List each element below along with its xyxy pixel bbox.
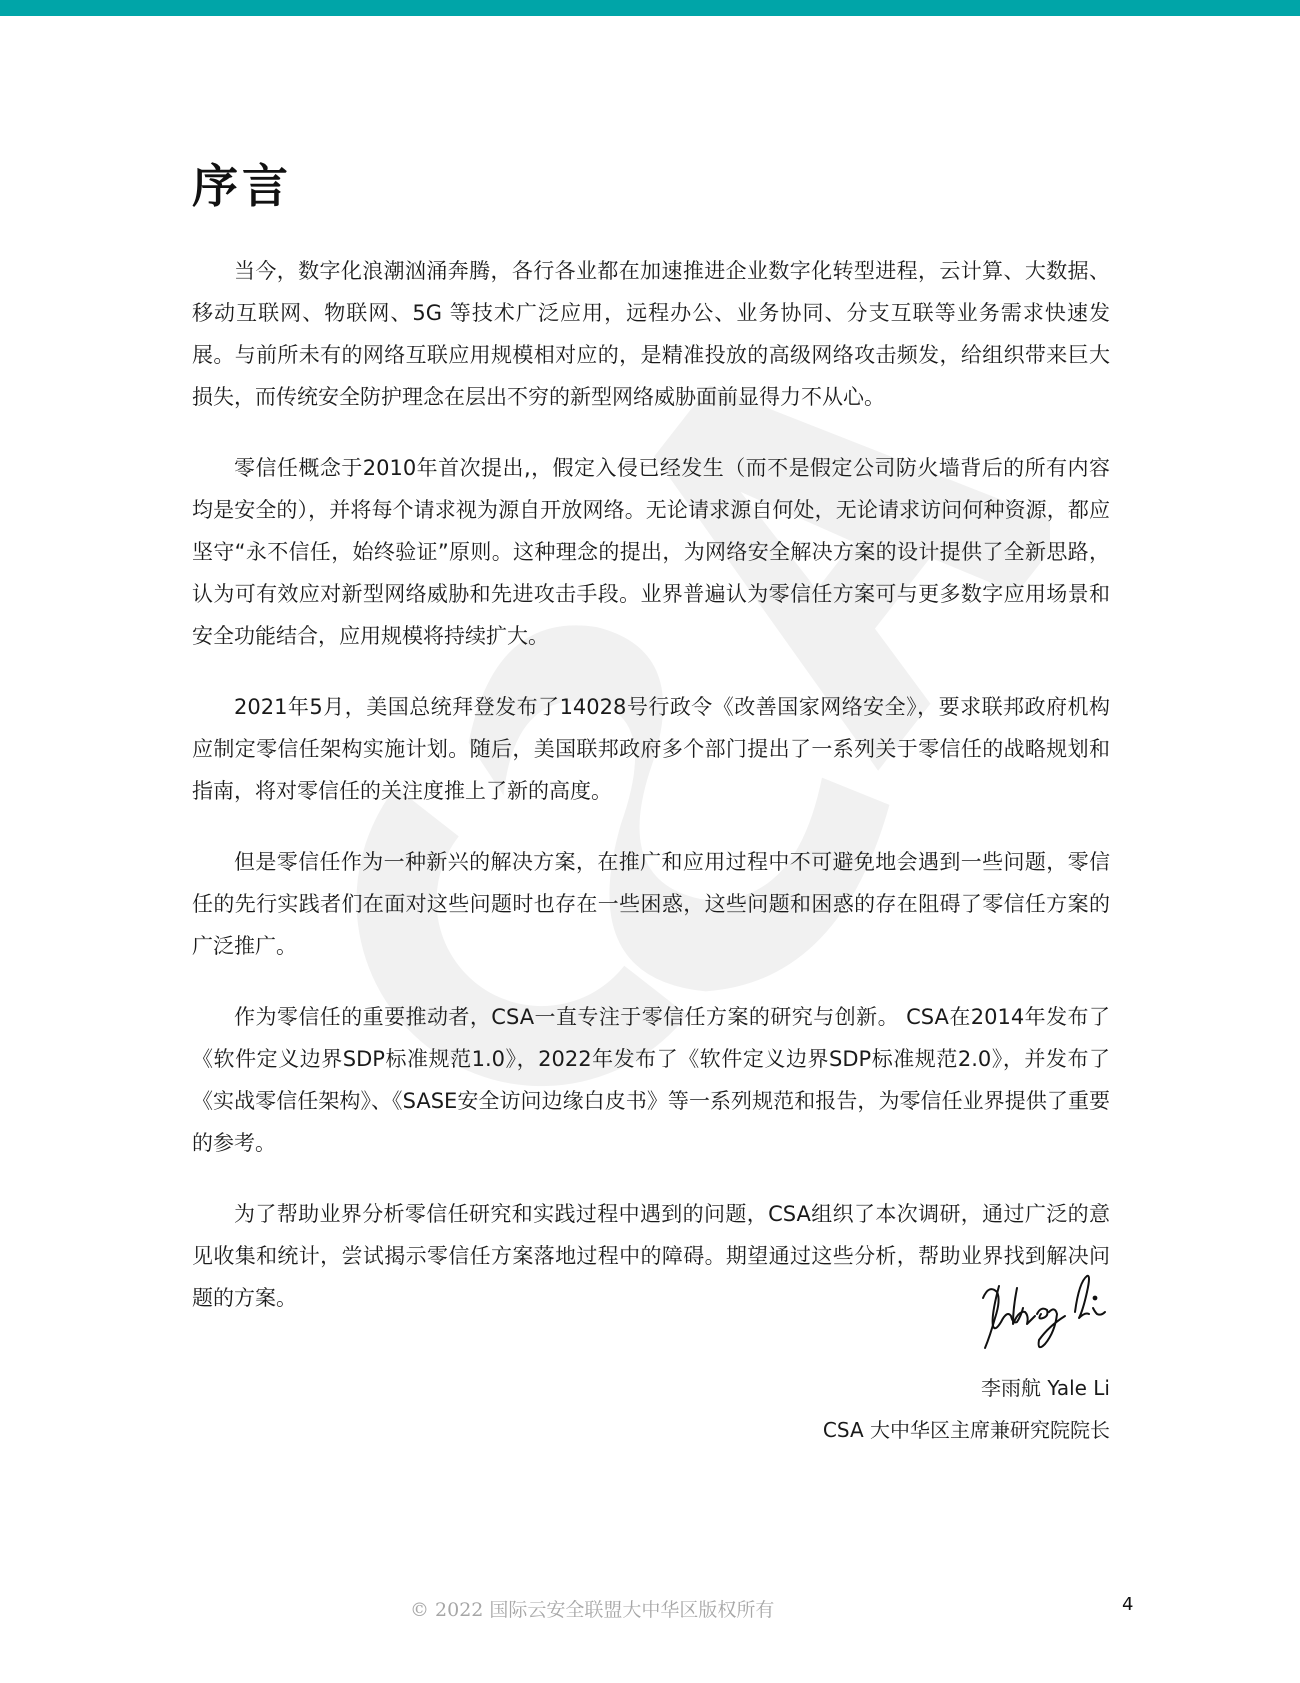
paragraph-2: 零信任概念于2010年首次提出,，假定入侵已经发生（而不是假定公司防火墙背后的所有内容均是安全的），并将每个请求视为源自开放网络。无论请求源自何处，无论请求访问何种资源，都应坚守“永不信任，始终验证”原则。这种理念的提出，为网络安全解决方案的设计提供了全新思路，认为可有效应对新型网络威胁和先进攻击手段。业界普遍认为零信任方案可与更多数字应用场景和安全功能结合，应用规模将持续扩大。 bbox=[192, 456, 1110, 648]
paragraph-6: 为了帮助业界分析零信任研究和实践过程中遇到的问题，CSA组织了本次调研，通过广泛的意见收集和统计，尝试揭示零信任方案落地过程中的障碍。期望通过这些分析，帮助业界找到解决问题的方案。 bbox=[192, 1202, 1110, 1310]
page-title: 序言 bbox=[192, 159, 292, 213]
preface-body bbox=[192, 250, 1110, 1348]
footer-copyright: © 2022 国际云安全联盟大中华区版权所有 bbox=[410, 1599, 775, 1621]
paragraph-4: 但是零信任作为一种新兴的解决方案，在推广和应用过程中不可避免地会遇到一些问题，零信任的先行实践者们在面对这些问题时也存在一些困惑，这些问题和困惑的存在阻碍了零信任方案的广泛推广。 bbox=[192, 850, 1110, 958]
signatory-title: CSA 大中华区主席兼研究院院长 bbox=[822, 1418, 1110, 1442]
header-accent-bar bbox=[0, 0, 1300, 16]
paragraph-3: 2021年5月，美国总统拜登发布了14028号行政令《改善国家网络安全》，要求联邦政府机构应制定零信任架构实施计划。随后，美国联邦政府多个部门提出了一系列关于零信任的战略规划和指南，将对零信任的关注度推上了新的高度。 bbox=[192, 695, 1110, 803]
handwritten-signature bbox=[975, 1268, 1110, 1358]
paragraph-1: 当今，数字化浪潮汹涌奔腾，各行各业都在加速推进企业数字化转型进程，云计算、大数据、移动互联网、物联网、5G 等技术广泛应用，远程办公、业务协同、分支互联等业务需求快速发展。与前所未有的网络互联应用规模相对应的，是精准投放的高级网络攻击频发，给组织带来巨大损失，而传统安全防护理念在层出不穷的新型网络威胁面前显得力不从心。 bbox=[192, 259, 1110, 409]
signatory-name: 李雨航 Yale Li bbox=[981, 1376, 1110, 1400]
paragraph-5: 作为零信任的重要推动者，CSA一直专注于零信任方案的研究与创新。 CSA在2014年发布了《软件定义边界SDP标准规范1.0》，2022年发布了《软件定义边界SDP标准规范2.0》，并发布了《实战零信任架构》、《SASE安全访问边缘白皮书》等一系列规范和报告，为零信任业界提供了重要的参考。 bbox=[192, 1005, 1110, 1155]
page-number: 4 bbox=[1122, 1594, 1134, 1615]
